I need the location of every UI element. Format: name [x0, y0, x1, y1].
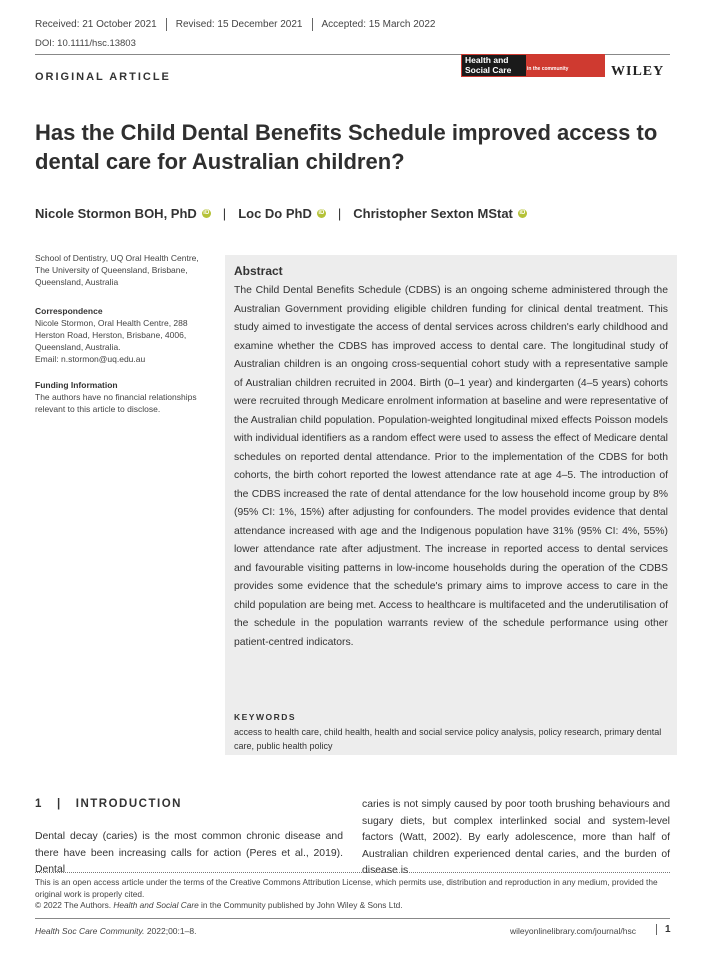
author-separator: | [222, 206, 227, 221]
orcid-icon[interactable]: iD [318, 210, 325, 216]
body-column-left: Dental decay (caries) is the most common chronic disease and there have been increasing calls for action (Peres et al., 2019). Dental [35, 831, 343, 875]
revised-date: Revised: 15 December 2021 [166, 18, 312, 31]
section-heading-introduction: 1 | INTRODUCTION [35, 798, 182, 810]
affiliation: School of Dentistry, UQ Oral Health Centre, The University of Queensland, Brisbane, Queensland, Australia [35, 253, 199, 287]
license-footnote [35, 877, 675, 912]
abstract-text: The Child Dental Benefits Schedule (CDBS) is an ongoing scheme administered through the Australian Government providing eligible children funding for clinical dental treatment. This study aimed to investigate the access of dental services across children's early childhood and examine whether the CDBS has improved access to dental care. The longitudinal study of Australian children is an ongoing cross-sequential cohort study with a representative sample of Australian children recruited in 2004. Birth (0–1 year) and kindergarten (4–5 years) cohorts were recruited through Medicare enrolment information at baseline and were representative of the Australian child population. Population-weighted longitudinal mixed effects Poisson models with individual identifiers as a random effect were used to assess the effect of Medicare dental schedules on reported dental attendance. Prior to the implementation of the CDBS for both cohorts, the birth cohort reported the lowest attendance rate at age 4–5. The introduction of the CDBS increased the rate of dental attendance for the low household income group by 8% (95% CI: 1%, 15%) after adjusting for confounders. The model provides evidence that dental attendance increased with age and the Indigenous population have 31% (95% CI: 4%, 55%) lower attendance rate after adjustment. The increase in reported access to dental services and favourable visiting patterns in low-income households during the operation of the CDBS provides some evidence that the schedule's primary aims to improve access to care in the child population are being met. Access to healthcare is multifaceted and the underutilisation of the schedule in the population warrants review of the schedule performance using other patient-centred indicators. [234, 285, 668, 648]
article-title: Has the Child Dental Benefits Schedule improved access to dental care for Australian children? [35, 120, 658, 174]
orcid-icon[interactable]: iD [519, 210, 526, 216]
accepted-date: Accepted: 15 March 2022 [312, 18, 445, 31]
footer-divider [35, 918, 670, 919]
received-date: Received: 21 October 2021 [35, 19, 157, 30]
correspondence-heading: Correspondence [35, 306, 103, 316]
publisher-logo: WILEY [611, 64, 665, 79]
correspondence-email[interactable]: Email: n.stormon@uq.edu.au [35, 354, 146, 364]
author-name[interactable]: Nicole Stormon BOH, PhD [35, 206, 197, 221]
author-name[interactable]: Loc Do PhD [238, 206, 312, 221]
journal-logo-subtitle: in the community [527, 66, 569, 72]
page-number: 1 [656, 924, 671, 935]
license-text: This is an open access article under the terms of the Creative Commons Attribution License, which permits use, distribution and reproduction in any medium, provided the original work is properly cited. [35, 877, 658, 899]
citation-info: Health Soc Care Community. 2022;00:1–8. [35, 926, 197, 936]
funding-heading: Funding Information [35, 380, 118, 390]
journal-logo-text: Health and Social Care [465, 55, 512, 75]
article-type: ORIGINAL ARTICLE [35, 71, 171, 83]
footnote-divider [35, 872, 670, 873]
body-column-right: caries is not simply caused by poor tooth brushing behaviours and sugary diets, but complex interlinked social and system-level factors (Watt, 2002). By early adolescence, more than half of Australian children experienced dental caries, and the burden of disease is [362, 799, 670, 876]
keywords-heading: KEYWORDS [234, 712, 297, 722]
journal-url[interactable]: wileyonlinelibrary.com/journal/hsc [510, 926, 636, 936]
correspondence-address: Nicole Stormon, Oral Health Centre, 288 Herston Road, Herston, Brisbane, 4006, Queensland, Australia. [35, 318, 188, 352]
orcid-icon[interactable]: iD [203, 210, 210, 216]
copyright-text: © 2022 The Authors. Health and Social Care in the Community published by John Wiley & Sons Ltd. [35, 900, 403, 910]
author-list [35, 206, 527, 221]
article-dates [35, 18, 444, 31]
journal-logo [461, 54, 605, 77]
funding-text: The authors have no financial relationships relevant to this article to disclose. [35, 392, 197, 414]
author-name[interactable]: Christopher Sexton MStat [353, 206, 513, 221]
doi-link[interactable]: DOI: 10.1111/hsc.13803 [35, 38, 136, 49]
author-separator: | [337, 206, 342, 221]
abstract-heading: Abstract [234, 264, 283, 278]
funding-information [35, 379, 213, 415]
keywords-list: access to health care, child health, health and social service policy analysis, policy research, primary dental care, public health policy [234, 727, 662, 751]
correspondence [35, 305, 213, 365]
abstract-box [225, 255, 677, 755]
